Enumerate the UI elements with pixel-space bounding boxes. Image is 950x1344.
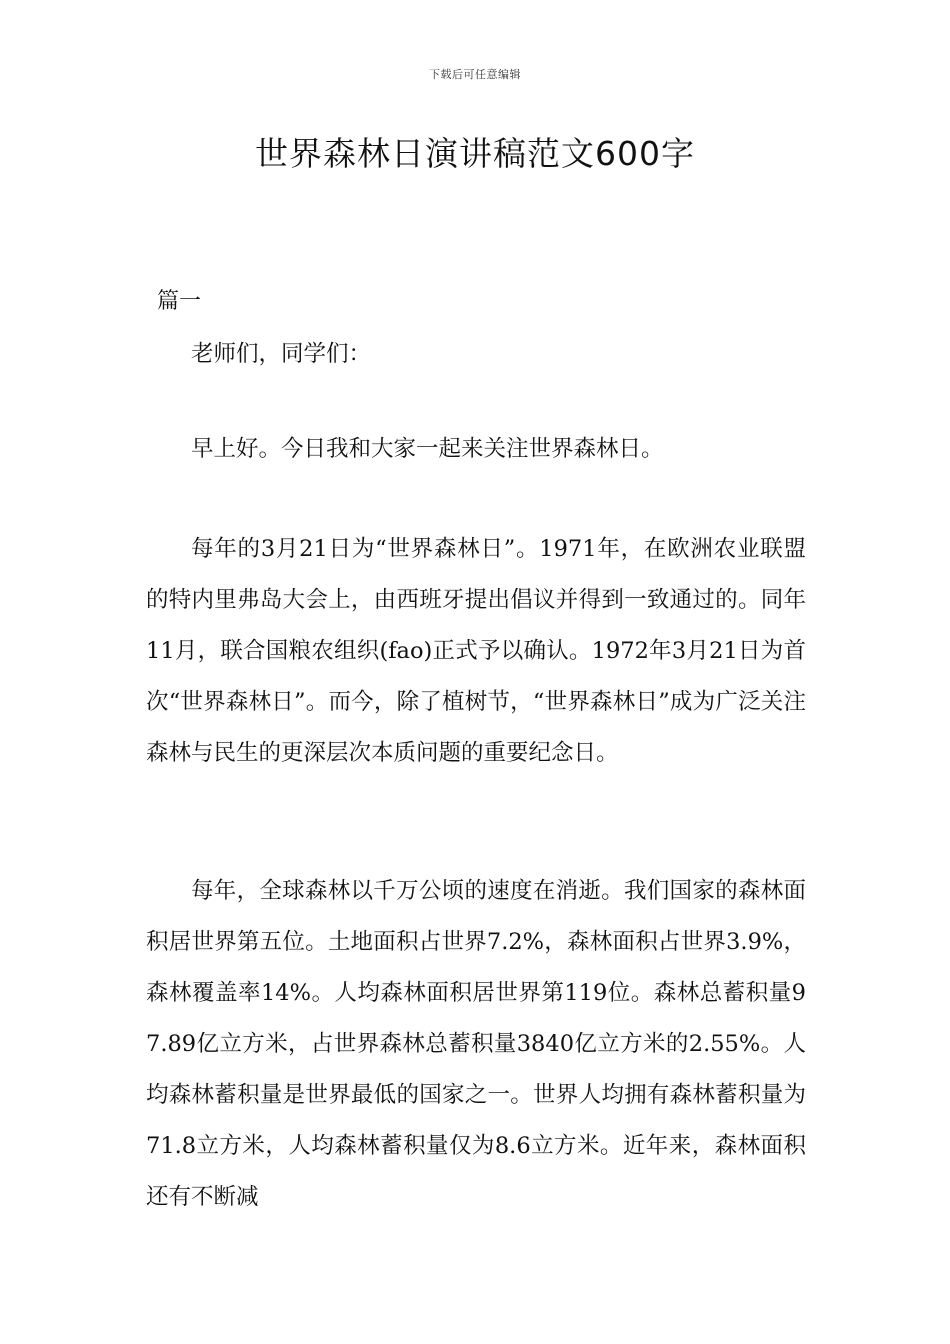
paragraph-morning: 早上好。今日我和大家一起来关注世界森林日。 — [191, 436, 664, 462]
document-title: 世界森林日演讲稿范文600字 — [255, 134, 695, 173]
section-label: 篇一 — [157, 289, 202, 314]
paragraph-greeting: 老师们，同学们： — [191, 341, 372, 367]
paragraph-history: 每年的3月21日为“世界森林日”。1971年，在欧洲农业联盟的特内里弗岛大会上，由西班牙提出倡议并得到一致通过的。同年11月，联合国粮农组织(fao)正式予以确认。1972年3月21日为首次“世界森林日”。而今，除了植树节，“世界森林日”成为广泛关注森林与民生的更深层次本质问题的重要纪念日。 — [146, 536, 806, 766]
header-note: 下载后可任意编辑 — [429, 68, 521, 81]
paragraph-facts: 每年，全球森林以千万公顷的速度在消逝。我们国家的森林面积居世界第五位。土地面积占世界7.2%，森林面积占世界3.9%，森林覆盖率14%。人均森林面积居世界第119位。森林总蓄积量97.89亿立方米，占世界森林总蓄积量3840亿立方米的2.55%。人均森林蓄积量是世界最低的国家之一。世界人均拥有森林蓄积量为71.8立方米，人均森林蓄积量仅为8.6立方米。近年来，森林面积还有不断减 — [146, 878, 806, 1210]
